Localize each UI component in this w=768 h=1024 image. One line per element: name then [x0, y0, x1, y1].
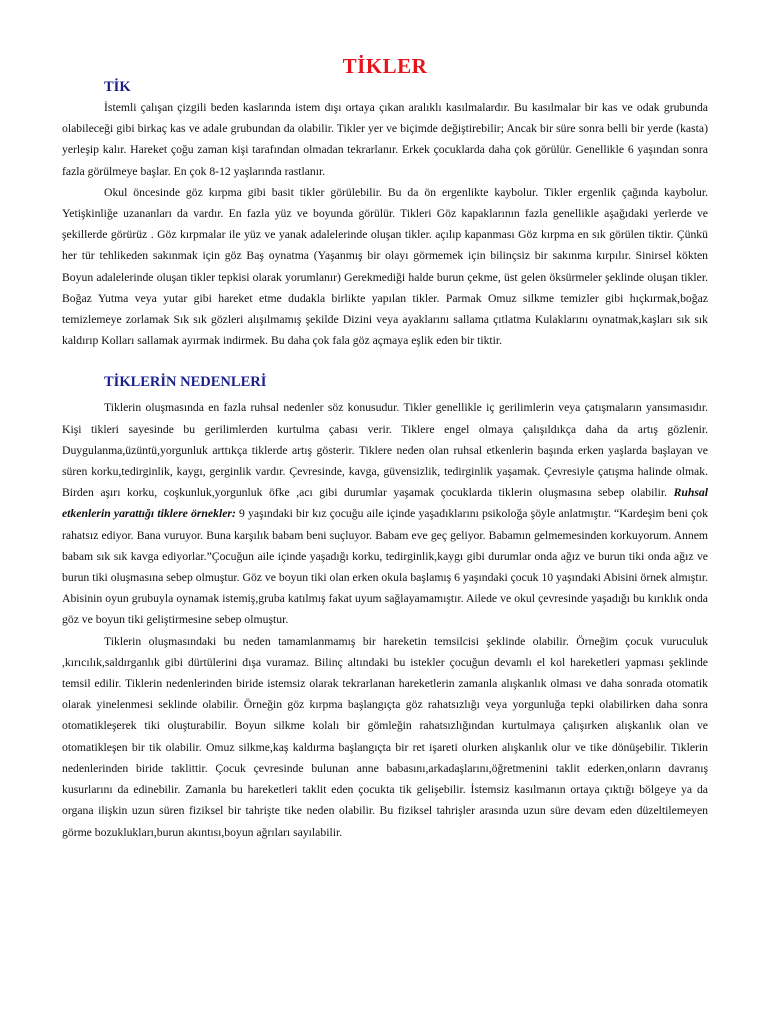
paragraph: İstemli çalışan çizgili beden kaslarında istem dışı ortaya çıkan aralıklı kasılmalardır. Bu kasılmalar bir kas ve odak grubunda olabileceği gibi birkaç kas ve adale grubundan da olabilir. Tikler yer ve biçimde değiştirebilir; Ancak bir süre sonra belli bir yerde (kasta) yerleşip kalır. Hareket çoğu zaman kişi tarafından olmadan tekrarlanır. Erkek çocuklarda daha çok görülür. Genellikle 6 yaşından sonra fazla görülmeye başlar. En çok 8-12 yaşlarında rastlanır. — [62, 101, 708, 178]
emphasis-text: Ruhsal etkenlerin yarattığı tiklere örnekler: — [62, 486, 708, 521]
paragraph: Okul öncesinde göz kırpma gibi basit tikler görülebilir. Bu da ön ergenlikte kaybolur. Tikler ergenlik çağında kaybolur. Yetişkinliğe uzananları da vardır. En fazla yüz ve boyunda görülür. Tikleri Göz kapaklarının fazla genellikle aşağıdaki yerlerde ve şekillerde görürüz . Göz kırpmalar ile yüz ve yanak adalelerinde oluşan tikler. açılıp kapanması Göz kırpma en sık görülen tiktir. Çünkü her tür tehlikeden sakınmak için göz Baş oynatma (Yaşanmış bir olayı görmemek için bilinçsiz bir sakınma kırpılır. Sinirsel kökten Boyun adalelerinde oluşan tikler tepkisi olarak yorumlanır) Gerekmediği halde burun çekme, üst gelen öksürmeler şeklinde oluşan tikler. Boğaz Yutma veya yutar gibi hareket etme dudakla birlikte yapılan tikler. Parmak Omuz silkme temizler gibi hıçkırmak,boğaz temizlemeye zorlamak Sık sık gözleri alışılmamış şekilde Dizini veya ayaklarını sallama çıtlatma Kulaklarını oynatmak,kaşları sık sık kaldırıp Kolları sallamak ayırmak indirmek. Bu daha çok fala göz açmaya eşlik eden bir tiktir. — [62, 185, 708, 348]
paragraph — [62, 397, 708, 630]
paragraph: Tiklerin oluşmasındaki bu neden tamamlanmamış bir hareketin temsilcisi şeklinde olabilir. Örneğim çocuk vuruculuk ,kırıcılık,saldırganlık gibi dürtülerini dışa vuramaz. Bilinç altındaki bu istekler çocuğun devamlı el kol hareketleri yapması şeklinde temsil edilir. Tiklerin nedenlerinden biride istemsiz olarak tekrarlanan hareketlerin zamanla alışkanlık olması ve daha sonrada otomatik olarak yinelenmesi seklinde olabilir. Örneğin göz kırpma başlangıçta göz rahatsızlığı veya yorgunluğa tepki olabilirken daha sonra otomatikleşerek tiki oluşturabilir. Boyun silkme kolalı bir gömleğin rahatsızlığından kurtulmaya çalışırken alışkanlık olan ve otomatikleşen bir tik olabilir. Omuz silkme,kaş kaldırma başlangıçta bir ret işareti olurken alışkanlık olur ve tike dönüşebilir. Tiklerin nedenlerinden biride taklittir. Çocuk çevresinde bulunan anne babasını,arkadaşlarını,öğretmenini taklit ederken,onların davranış kusurlarını da edinebilir. Zamanla bu hareketleri taklit eden çocukta tik gelişebilir. İstemsiz kasılmanın ortaya çıktığı bölgeye ya da organa ilişkin uzun süren fiziksel bir tahrişte tike neden olabilir. Bu fiziksel tahrişler arasında uzun süre devam eden düzeltilemeyen görme bozuklukları,burun akıntısı,boyun ağrıları sayılabilir. — [62, 634, 708, 839]
document-page — [62, 52, 708, 843]
document-title: TİKLER — [342, 54, 428, 78]
paragraph-text: Tiklerin oluşmasında en fazla ruhsal nedenler söz konusudur. Tikler genellikle iç gerilimlerin veya çatışmaların yansımasıdır. Kişi tikleri sayesinde bu gerilimlerden kurtulma çabası verir. Tiklere engel olmaya çalışıldıkça daha da artış gözlenir. Duygulanma,üzüntü,yorgunluk arttıkça tiklerde artış gösterir. Tiklere neden olan ruhsal etkenlerin başında erken yaşlarda başlayan ve süren korku,tedirginlik, kaygı, gerginlik vardır. Çevresinde, kavga, güvensizlik, tedirginlik yaşamak. Çevresiyle çatışma halinde olmak. Birden aşırı korku, coşkunluk,yorgunluk öfke ,acı gibi durumlar yaşamak çocuklarda tiklerin oluşmasına sebep olabilir. — [62, 401, 708, 500]
section-heading-tik: TİK — [104, 79, 131, 95]
paragraph-text: 9 yaşındaki bir kız çocuğu aile içinde yaşadıklarını psikoloğa şöyle anlatmıştır. “Kardeşim beni çok rahatsız ediyor. Bana vuruyor. Buna karşılık babam beni suçluyor. Babam eve geç geliyor. Babamın gelmemesinden korkuyorum. Annem babam sık sık kavga ediyorlar.”Çocuğun aile içinde yaşadığı korku, tedirginlik,kaygı gibi durumlar onda ağız ve burun tiki onda ağız ve burun tiki oluşmasına sebep olmuştur. Göz ve boyun tiki olan erken okula başlamış 6 yaşındaki çocuk 10 yaşındaki Abisini örnek almıştır. Abisinin oyun grubuyla oynamak istemiş,gruba katılmış fakat uyum sağlayamamıştır. Ailede ve okul çevresinde yaşadığı bu kırıklık onda göz ve boyun tiki geliştirmesine sebep olmuştur. — [62, 507, 708, 627]
section-heading-nedenleri: TİKLERİN NEDENLERİ — [104, 374, 267, 391]
